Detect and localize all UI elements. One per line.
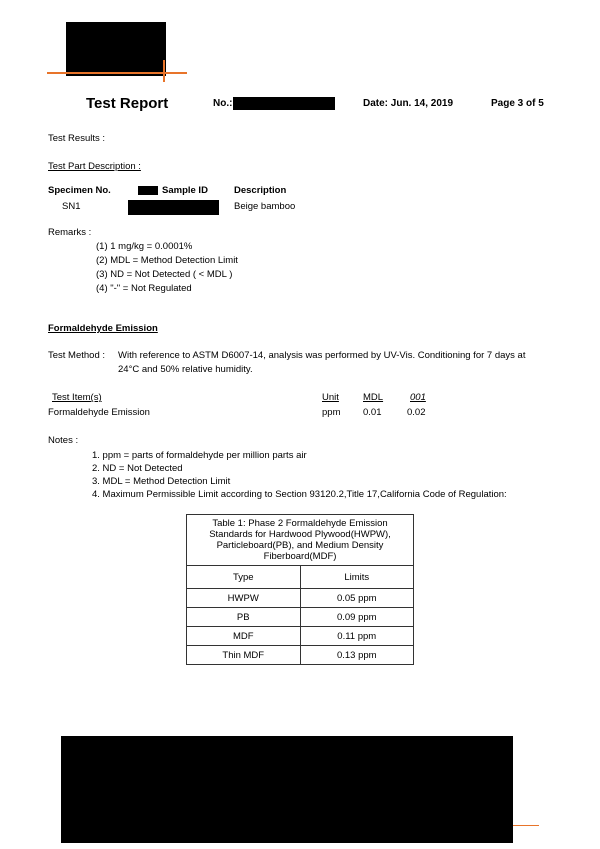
row-unit: ppm — [322, 407, 341, 418]
redacted-report-number — [233, 97, 335, 110]
standard-type: Thin MDF — [187, 646, 301, 665]
remark-item: (4) "-" = Not Regulated — [96, 283, 192, 294]
table-row — [187, 608, 414, 627]
test-results-heading: Test Results : — [48, 133, 106, 144]
header-mdl: MDL — [363, 392, 384, 403]
redacted-sample-prefix — [138, 186, 158, 195]
standard-limit: 0.09 ppm — [300, 608, 414, 627]
remark-item: (3) ND = Not Detected ( < MDL ) — [96, 269, 233, 280]
note-item: 3. MDL = Method Detection Limit — [92, 476, 231, 487]
remarks-heading: Remarks : — [48, 227, 92, 238]
table-row — [187, 646, 414, 665]
header-accent-line — [47, 72, 187, 74]
standards-table-caption: Table 1: Phase 2 Formaldehyde Emission Standards for Hardwood Plywood(HWPW), Particleboard(PB), and Medium Density Fiberboard(MDF) — [187, 515, 414, 566]
col-sample-id: Sample ID — [162, 185, 208, 196]
row-test-item: Formaldehyde Emission — [48, 407, 150, 418]
description-value: Beige bamboo — [234, 201, 296, 212]
standard-type: PB — [187, 608, 301, 627]
header-test-items: Test Item(s) — [52, 392, 102, 403]
remark-item: (2) MDL = Method Detection Limit — [96, 255, 238, 266]
standards-table — [186, 514, 414, 665]
standards-header-type: Type — [187, 566, 301, 589]
standard-limit: 0.05 ppm — [300, 589, 414, 608]
page-number: Page 3 of 5 — [491, 98, 544, 109]
specimen-number-value: SN1 — [62, 201, 81, 212]
standard-type: HWPW — [187, 589, 301, 608]
report-number-label: No.: — [213, 98, 233, 109]
test-method-text-line2: 24°C and 50% relative humidity. — [118, 364, 253, 375]
row-result-001: 0.02 — [407, 407, 426, 418]
redacted-sample-id — [128, 200, 219, 215]
section-heading: Formaldehyde Emission — [48, 323, 158, 334]
table-row — [187, 627, 414, 646]
test-method-text-line1: With reference to ASTM D6007-14, analysis was performed by UV-Vis. Conditioning for 7 days at — [118, 350, 526, 361]
header-sample-001: 001 — [410, 392, 426, 403]
row-mdl: 0.01 — [363, 407, 382, 418]
note-item: 1. ppm = parts of formaldehyde per million parts air — [92, 450, 307, 461]
report-date: Date: Jun. 14, 2019 — [363, 98, 454, 109]
test-part-description-heading: Test Part Description : — [48, 161, 141, 172]
standards-header-limits: Limits — [300, 566, 414, 589]
standard-limit: 0.13 ppm — [300, 646, 414, 665]
remark-item: (1) 1 mg/kg = 0.0001% — [96, 241, 193, 252]
standard-limit: 0.11 ppm — [300, 627, 414, 646]
table-row — [187, 589, 414, 608]
col-description: Description — [234, 185, 287, 196]
report-title: Test Report — [86, 95, 169, 112]
test-method-label: Test Method : — [48, 350, 106, 361]
redacted-footer — [61, 736, 513, 843]
header-accent-tick — [163, 60, 165, 82]
header-unit: Unit — [322, 392, 339, 403]
redacted-logo — [66, 22, 166, 76]
note-item: 4. Maximum Permissible Limit according to Section 93120.2,Title 17,California Code of Regulation: — [92, 489, 507, 500]
note-item: 2. ND = Not Detected — [92, 463, 183, 474]
col-specimen-no: Specimen No. — [48, 185, 111, 196]
standard-type: MDF — [187, 627, 301, 646]
footer-accent-line — [513, 825, 539, 826]
notes-heading: Notes : — [48, 435, 79, 446]
